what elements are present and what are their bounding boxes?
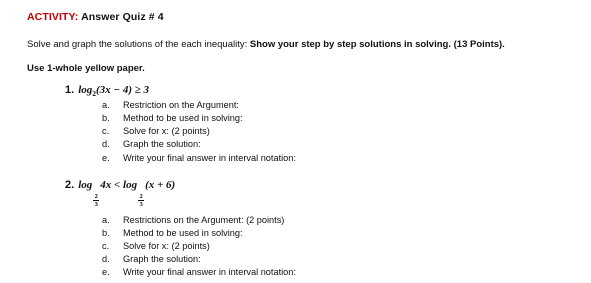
activity-label: ACTIVITY: <box>27 11 79 23</box>
q2-item-text: Solve for x: (2 points) <box>123 241 210 251</box>
activity-title: Answer Quiz # 4 <box>81 11 164 23</box>
question-1-equation <box>65 84 149 96</box>
question-1-argument: (3x − 4) ≥ 3 <box>96 84 150 96</box>
question-2-log-right: log <box>123 179 138 191</box>
frac-numerator: 2 <box>94 193 98 200</box>
q2-item-text: Method to be used in solving: <box>123 228 243 238</box>
question-1-number: 1. <box>65 84 75 96</box>
q1-item-letter: b. <box>102 113 110 123</box>
q1-item-letter: e. <box>102 153 110 163</box>
q1-item-letter: d. <box>102 139 110 149</box>
q1-item-text: Method to be used in solving: <box>123 113 243 123</box>
question-2-equation <box>65 179 175 208</box>
question-1-log: log <box>78 84 93 96</box>
q1-item-text: Write your final answer in interval notation: <box>123 153 296 163</box>
question-2-arg-right: (x + 6) <box>145 179 176 191</box>
question-2-base-right <box>138 193 144 208</box>
question-2-number: 2. <box>65 179 75 191</box>
frac-denominator: 3 <box>139 201 143 208</box>
question-2-log-left: log <box>78 179 93 191</box>
question-2-arg-left: 4x < <box>100 179 121 191</box>
q2-item-text: Graph the solution: <box>123 254 201 264</box>
instructions-emphasis: Show your step by step solutions in solving. (13 Points). <box>249 39 505 50</box>
q2-item-letter: e. <box>102 267 110 277</box>
instructions <box>27 39 505 50</box>
activity-heading <box>27 11 164 23</box>
frac-numerator: 2 <box>139 193 143 200</box>
q1-item-text: Solve for x: (2 points) <box>123 126 210 136</box>
q1-item-text: Graph the solution: <box>123 139 201 149</box>
frac-denominator: 3 <box>94 201 98 208</box>
q2-item-text: Restrictions on the Argument: (2 points) <box>123 215 285 225</box>
q1-item-letter: c. <box>102 126 110 136</box>
q2-item-letter: b. <box>102 228 110 238</box>
question-1-base: 2 <box>92 89 96 98</box>
q1-item-text: Restriction on the Argument: <box>123 100 239 110</box>
instructions-lead: Solve and graph the solutions of the each inequality: <box>27 39 250 50</box>
q2-item-letter: d. <box>102 254 110 264</box>
q2-item-letter: c. <box>102 241 110 251</box>
q2-item-letter: a. <box>102 215 110 225</box>
q2-item-text: Write your final answer in interval notation: <box>123 267 296 277</box>
question-2-base-left <box>93 193 99 208</box>
paper-note: Use 1-whole yellow paper. <box>27 63 145 74</box>
q1-item-letter: a. <box>102 100 110 110</box>
